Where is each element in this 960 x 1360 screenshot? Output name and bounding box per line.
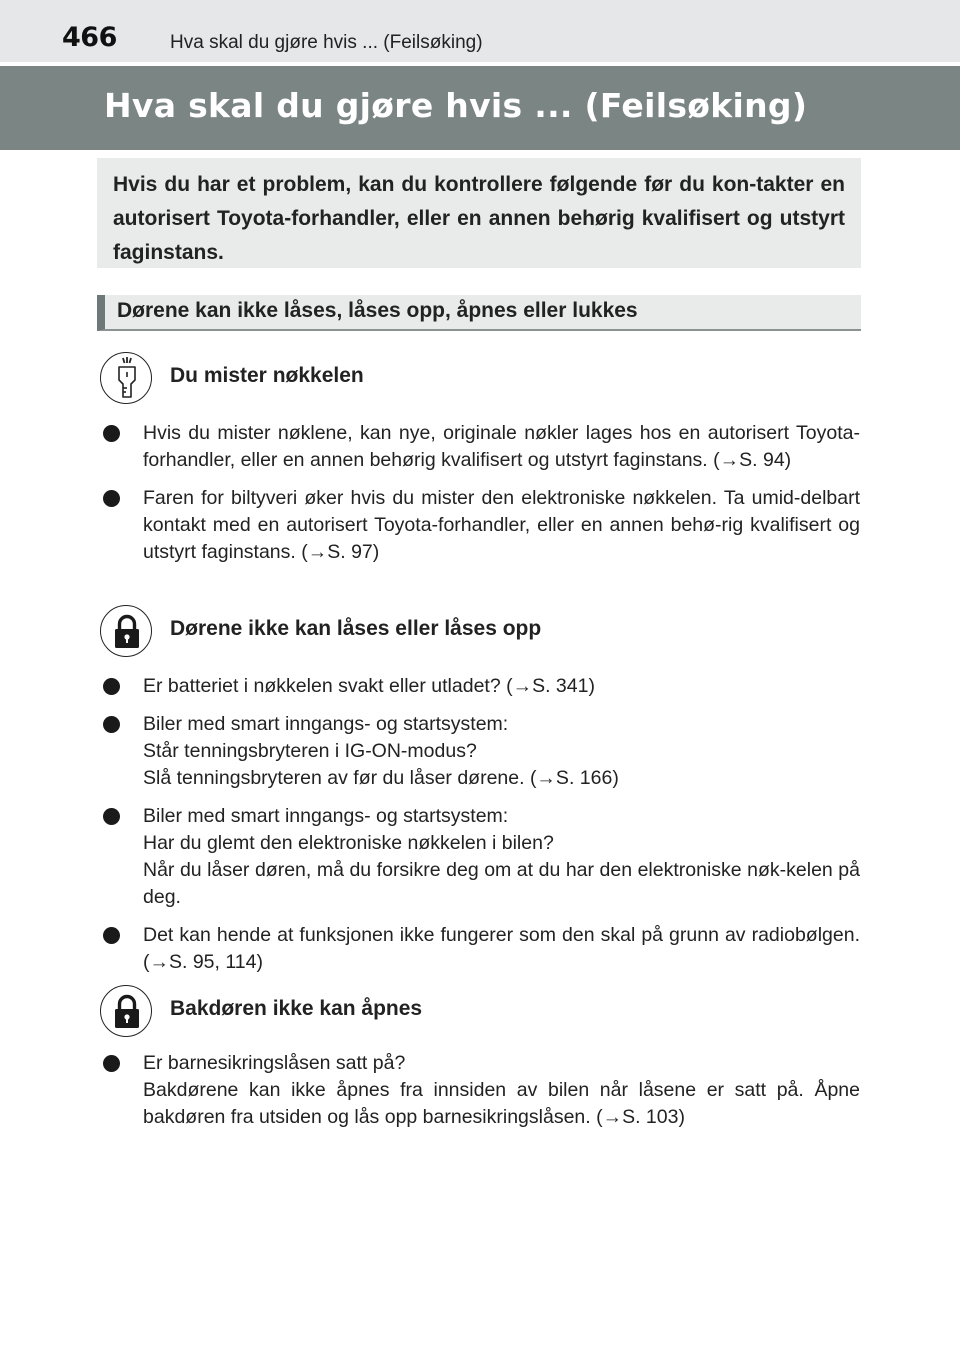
page-title: Hva skal du gjøre hvis ... (Feilsøking) <box>104 86 808 125</box>
padlock-icon <box>100 605 152 657</box>
list-item: Biler med smart inngangs- og startsystem: Har du glemt den elektroniske nøkkelen i bilen? Når du låser døren, må du forsikre deg om at du har den elektroniske nøk-kelen på deg. <box>100 803 860 911</box>
intro-text: Hvis du har et problem, kan du kontrollere følgende før du kon-takter en autorisert Toyota-forhandler, eller en annen behørig kvalifisert og utstyrt faginstans. <box>113 173 845 264</box>
list-item: Er barnesikringslåsen satt på? Bakdørene kan ikke åpnes fra innsiden av bilen når låsene er satt på. Åpne bakdøren fra utsiden og lås opp barnesikringslåsen. (→S. 103) <box>100 1050 860 1131</box>
section-heading-text: Dørene kan ikke låses, låses opp, åpnes eller lukkes <box>117 299 638 322</box>
running-header <box>0 0 960 62</box>
bullet <box>103 425 120 442</box>
list-item: Faren for biltyveri øker hvis du mister den elektroniske nøkkelen. Ta umid-delbart kontakt med en autorisert Toyota-forhandler, eller en annen behø-rig kvalifisert og utstyrt faginstans. (→S. 97) <box>100 485 860 566</box>
title-band <box>0 66 960 150</box>
bullet <box>103 1055 120 1072</box>
bullet <box>103 490 120 507</box>
padlock-icon <box>100 985 152 1037</box>
topic-title: Bakdøren ikke kan åpnes <box>170 997 423 1020</box>
topic-items <box>100 673 860 987</box>
bullet <box>103 716 120 733</box>
topic-title: Dørene ikke kan låses eller låses opp <box>170 617 542 640</box>
topic-title: Du mister nøkkelen <box>170 364 364 387</box>
bullet <box>103 808 120 825</box>
topic-items <box>100 1050 860 1142</box>
running-title: Hva skal du gjøre hvis ... (Feilsøking) <box>170 32 483 53</box>
section-heading <box>97 295 861 331</box>
key-icon <box>100 352 152 404</box>
intro-box <box>97 158 861 268</box>
bullet <box>103 678 120 695</box>
page-number: 466 <box>62 22 117 53</box>
list-item: Det kan hende at funksjonen ikke fungerer som den skal på grunn av radiobølgen. (→S. 95, 114) <box>100 922 860 976</box>
list-item: Biler med smart inngangs- og startsystem: Står tenningsbryteren i IG-ON-modus? Slå tenningsbryteren av før du låser dørene. (→S. 166) <box>100 711 860 792</box>
bullet <box>103 927 120 944</box>
topic-items <box>100 420 860 577</box>
list-item: Er batteriet i nøkkelen svakt eller utladet? (→S. 341) <box>100 673 860 700</box>
list-item: Hvis du mister nøklene, kan nye, originale nøkler lages hos en autorisert Toyota-forhandler, eller en annen behørig kvalifisert og utstyrt faginstans. (→S. 94) <box>100 420 860 474</box>
